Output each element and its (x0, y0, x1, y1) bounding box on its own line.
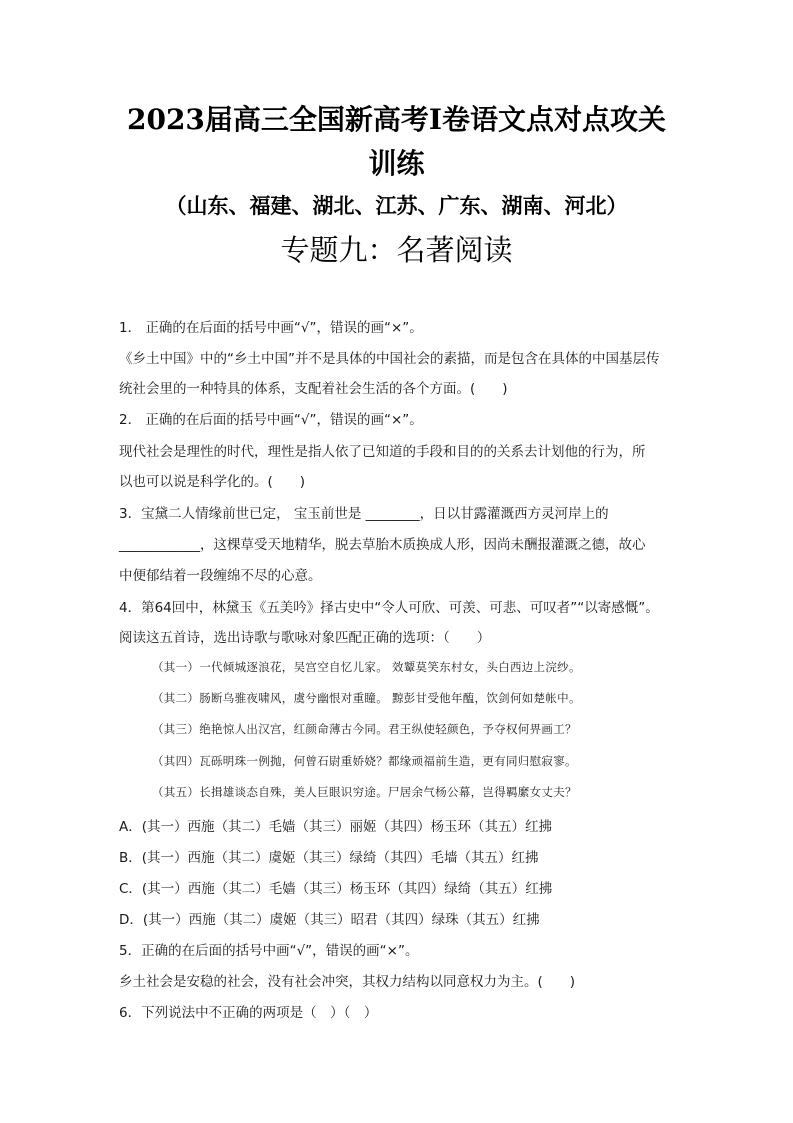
q2-stem: 2． 正确的在后面的括号中画“√”，错误的画“×”。 (119, 412, 423, 428)
q3-text-2: ____________，这棵草受天地精华，脱去草胎木质换成人形，因尚未酬报灌溉之德，故心 (119, 537, 646, 553)
option-b: B．(其一）西施（其二）虞姬（其三）绿绮（其四）毛墙（其五）红拂 (119, 850, 539, 866)
title-line-1: 2023届高三全国新高考Ⅰ卷语文点对点攻关 (126, 103, 667, 136)
poem-2: （其二）肠断乌骓夜啸风，虞兮幽恨对重瞳。 黥彭甘受他年醢，饮剑何如楚帐中。 (152, 691, 581, 705)
q6-stem: 6．下列说法中不正确的两项是（ ）（ ） (119, 1005, 378, 1021)
option-c: C．(其一）西施（其二）毛嫱（其三）杨玉环（其四）绿绮（其五）红拂 (119, 881, 553, 897)
q4-text-2: 阅读这五首诗，选出诗歌与歌咏对象匹配正确的选项：（ ） (119, 630, 491, 646)
poem-5: （其五）长揖雄谈态自殊，美人巨眼识穷途。尸居余气杨公幕，岂得羁縻女丈夫？ (152, 785, 577, 799)
q2-text-2: 以也可以说是科学化的。( ) (119, 474, 306, 490)
q1-text-1: 《乡土中国》中的“乡土中国”并不是具体的中国社会的素描，而是包含在具体的中国基层传 (119, 351, 660, 367)
option-a: A．(其一）西施（其二）毛嫱（其三）丽姬（其四）杨玉环（其五）红拂 (119, 819, 553, 835)
q5-text-1: 乡土社会是安稳的社会，没有社会冲突，其权力结构以同意权力为主。( ) (119, 974, 576, 990)
q3-text-3: 中便郁结着一段缠绵不尽的心意。 (119, 568, 322, 584)
poem-3: （其三）绝艳惊人出汉宫，红颜命薄古今同。君王纵使轻颜色，予夺权何畀画工？ (152, 722, 577, 736)
regions-subtitle: （山东、福建、湖北、江苏、广东、湖南、河北） (165, 193, 628, 218)
poem-4: （其四）瓦砾明珠一例抛，何曾石尉重娇娆？都缘顽福前生造，更有同归慰寂寥。 (152, 754, 577, 768)
title-line-2: 训练 (368, 147, 425, 180)
q1-stem: 1． 正确的在后面的括号中画“√”，错误的画“×”。 (119, 320, 423, 336)
poem-1: （其一）一代倾城逐浪花，吴宫空自忆儿家。 效颦莫笑东村女，头白西边上浣纱。 (152, 660, 581, 674)
q2-text-1: 现代社会是理性的时代，理性是指人依了已知道的手段和目的的关系去计划他的行为，所 (119, 444, 646, 460)
q1-text-2: 统社会里的一种特具的体系，支配着社会生活的各个方面。( ) (119, 381, 508, 397)
q4-text-1: 4．第64回中，林黛玉《五美吟》择古史中“令人可欣、可羡、可悲、可叹者”“以寄感慨”。 (119, 600, 659, 616)
q3-text-1: 3．宝黛二人情缘前世已定， 宝玉前世是 ________，日以甘露灌溉西方灵河岸上的 (119, 506, 609, 522)
q5-stem: 5．正确的在后面的括号中画“√”，错误的画“×”。 (119, 943, 419, 959)
option-d: D．(其一）西施（其二）虞姬（其三）昭君（其四）绿珠（其五）红拂 (119, 912, 540, 928)
topic-heading: 专题九：名著阅读 (280, 233, 513, 267)
